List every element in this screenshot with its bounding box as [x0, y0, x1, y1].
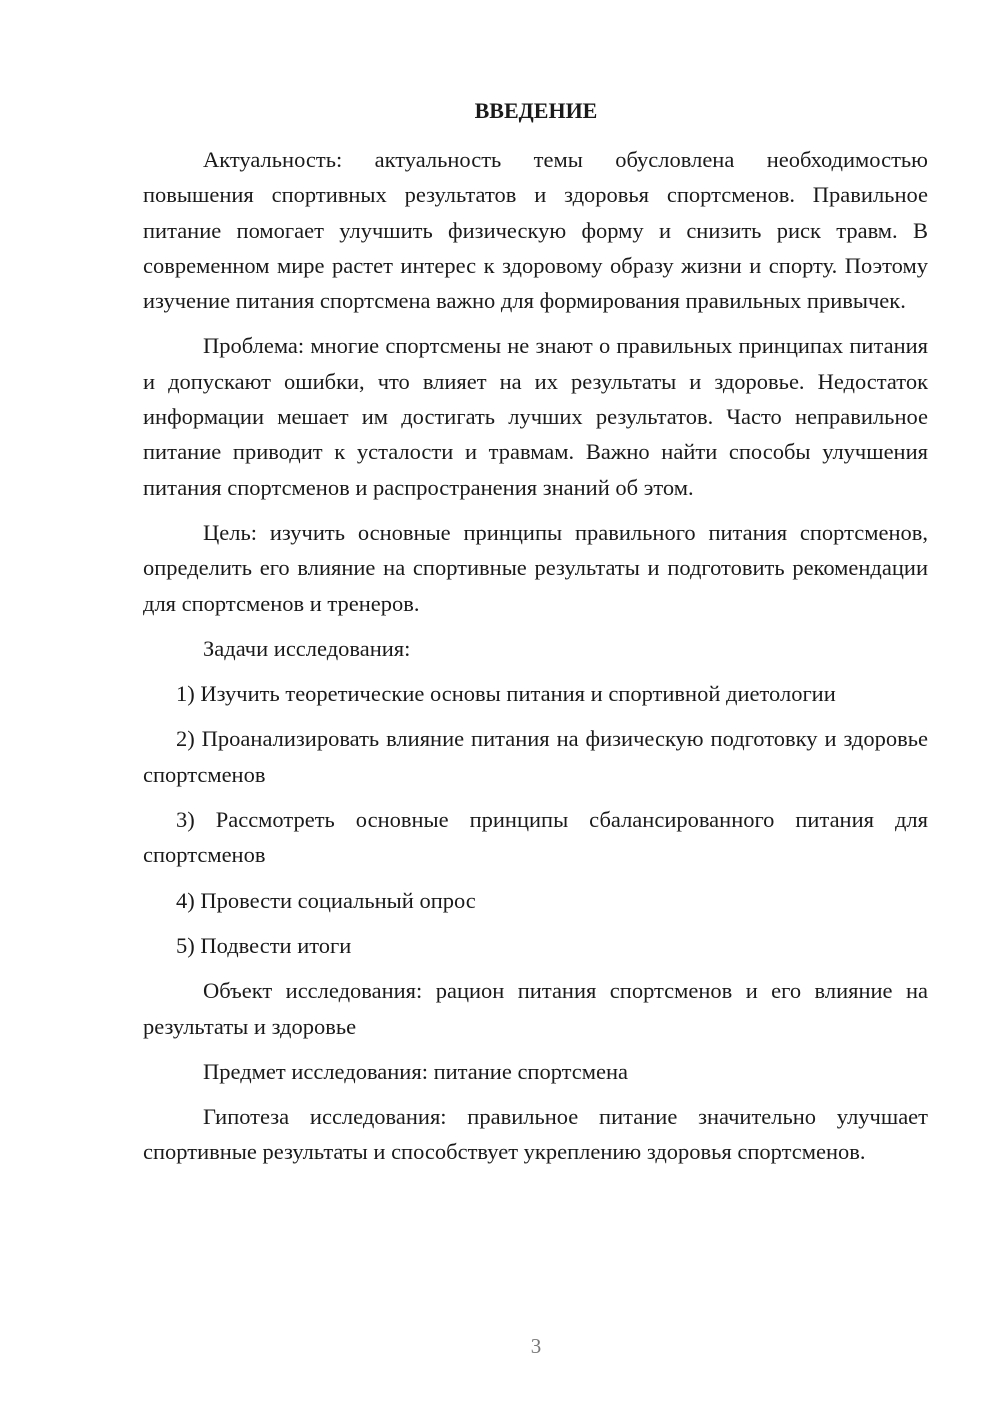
goal-paragraph: Цель: изучить основные принципы правильного питания спортсменов, определить его влияние на спортивные результаты и подготовить рекомендации для спортсменов и тренеров. — [143, 519, 928, 616]
subject-paragraph: Предмет исследования: питание спортсмена — [203, 1058, 629, 1084]
task-item-1: 1) Изучить теоретические основы питания и спортивной диетологии — [176, 681, 836, 707]
task-item-2: 2) Проанализировать влияние питания на физическую подготовку и здоровье спортсменов — [143, 726, 928, 787]
page-title: ВВЕДЕНИЕ — [474, 98, 598, 123]
task-item-4: 4) Провести социальный опрос — [176, 887, 476, 913]
relevance-paragraph: Актуальность: актуальность темы обусловлена необходимостью повышения спортивных результатов и здоровья спортсменов. Правильное питание помогает улучшить физическую форму и снизить риск травм. В современном мире растет интерес к здоровому образу жизни и спорту. Поэтому изучение питания спортсмена важно для формирования правильных привычек. — [143, 147, 928, 314]
tasks-heading: Задачи исследования: — [203, 635, 411, 661]
problem-paragraph: Проблема: многие спортсмены не знают о правильных принципах питания и допускают ошибки, что влияет на их результаты и здоровье. Недостаток информации мешает им достигать лучших результатов. Часто неправильное питание приводит к усталости и травмам. Важно найти способы улучшения питания спортсменов и распространения знаний об этом. — [143, 333, 928, 500]
task-item-5: 5) Подвести итоги — [176, 932, 352, 958]
task-item-3: 3) Рассмотреть основные принципы сбалансированного питания для спортсменов — [143, 807, 928, 868]
hypothesis-paragraph: Гипотеза исследования: правильное питание значительно улучшает спортивные результаты и способствует укреплению здоровья спортсменов. — [143, 1104, 928, 1165]
object-paragraph: Объект исследования: рацион питания спортсменов и его влияние на результаты и здоровье — [143, 978, 928, 1039]
page-number: 3 — [530, 1334, 542, 1358]
document-body — [143, 142, 928, 1180]
